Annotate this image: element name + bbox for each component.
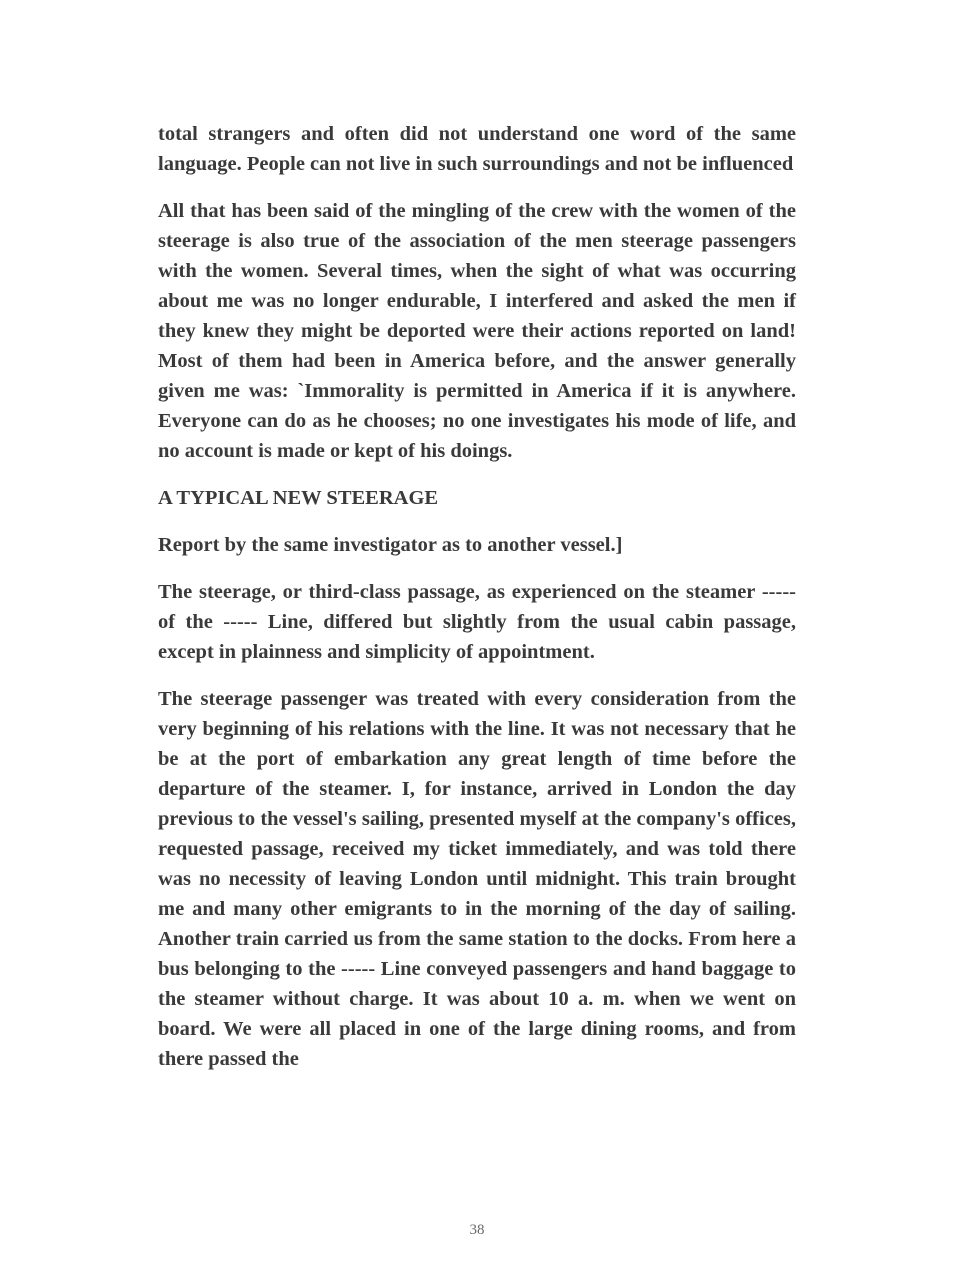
section-heading: A TYPICAL NEW STEERAGE bbox=[158, 487, 439, 509]
body-text bbox=[158, 119, 796, 1091]
paragraph-strangers: total strangers and often did not understand one word of the same language. People can not live in such surroundings and not be influenced bbox=[158, 123, 796, 175]
page-number: 38 bbox=[469, 1222, 485, 1238]
paragraph-steerage-passenger: The steerage passenger was treated with every consideration from the very beginning of his relations with the line. It was not necessary that he be at the port of embarkation any great length of time before the departure of the steamer. I, for instance, arrived in London the day previous to the vessel's sailing, presented myself at the company's offices, requested passage, received my ticket immediately, and was told there was no necessity of leaving London until midnight. This train brought me and many other emigrants to in the morning of the day of sailing. Another train carried us from the same station to the docks. From here a bus belonging to the ----- Line conveyed passengers and hand baggage to the steamer without charge. It was about 10 a. m. when we went on board. We were all placed in one of the large dining rooms, and from there passed the bbox=[158, 688, 796, 1070]
paragraph-third-class: The steerage, or third-class passage, as experienced on the steamer ----- of the ----- Line, differed but slightly from the usual cabin passage, except in plainness and simplicity of appointment. bbox=[158, 581, 796, 663]
report-note: Report by the same investigator as to another vessel.] bbox=[158, 534, 623, 556]
paragraph-mingling: All that has been said of the mingling of the crew with the women of the steerage is also true of the association of the men steerage passengers with the women. Several times, when the sight of what was occurring about me was no longer endurable, I interfered and asked the men if they knew they might be deported were their actions reported on land! Most of them had been in America before, and the answer generally given me was: `Immorality is permitted in America if it is anywhere. Everyone can do as he chooses; no one investigates his mode of life, and no account is made or kept of his doings. bbox=[158, 200, 796, 462]
